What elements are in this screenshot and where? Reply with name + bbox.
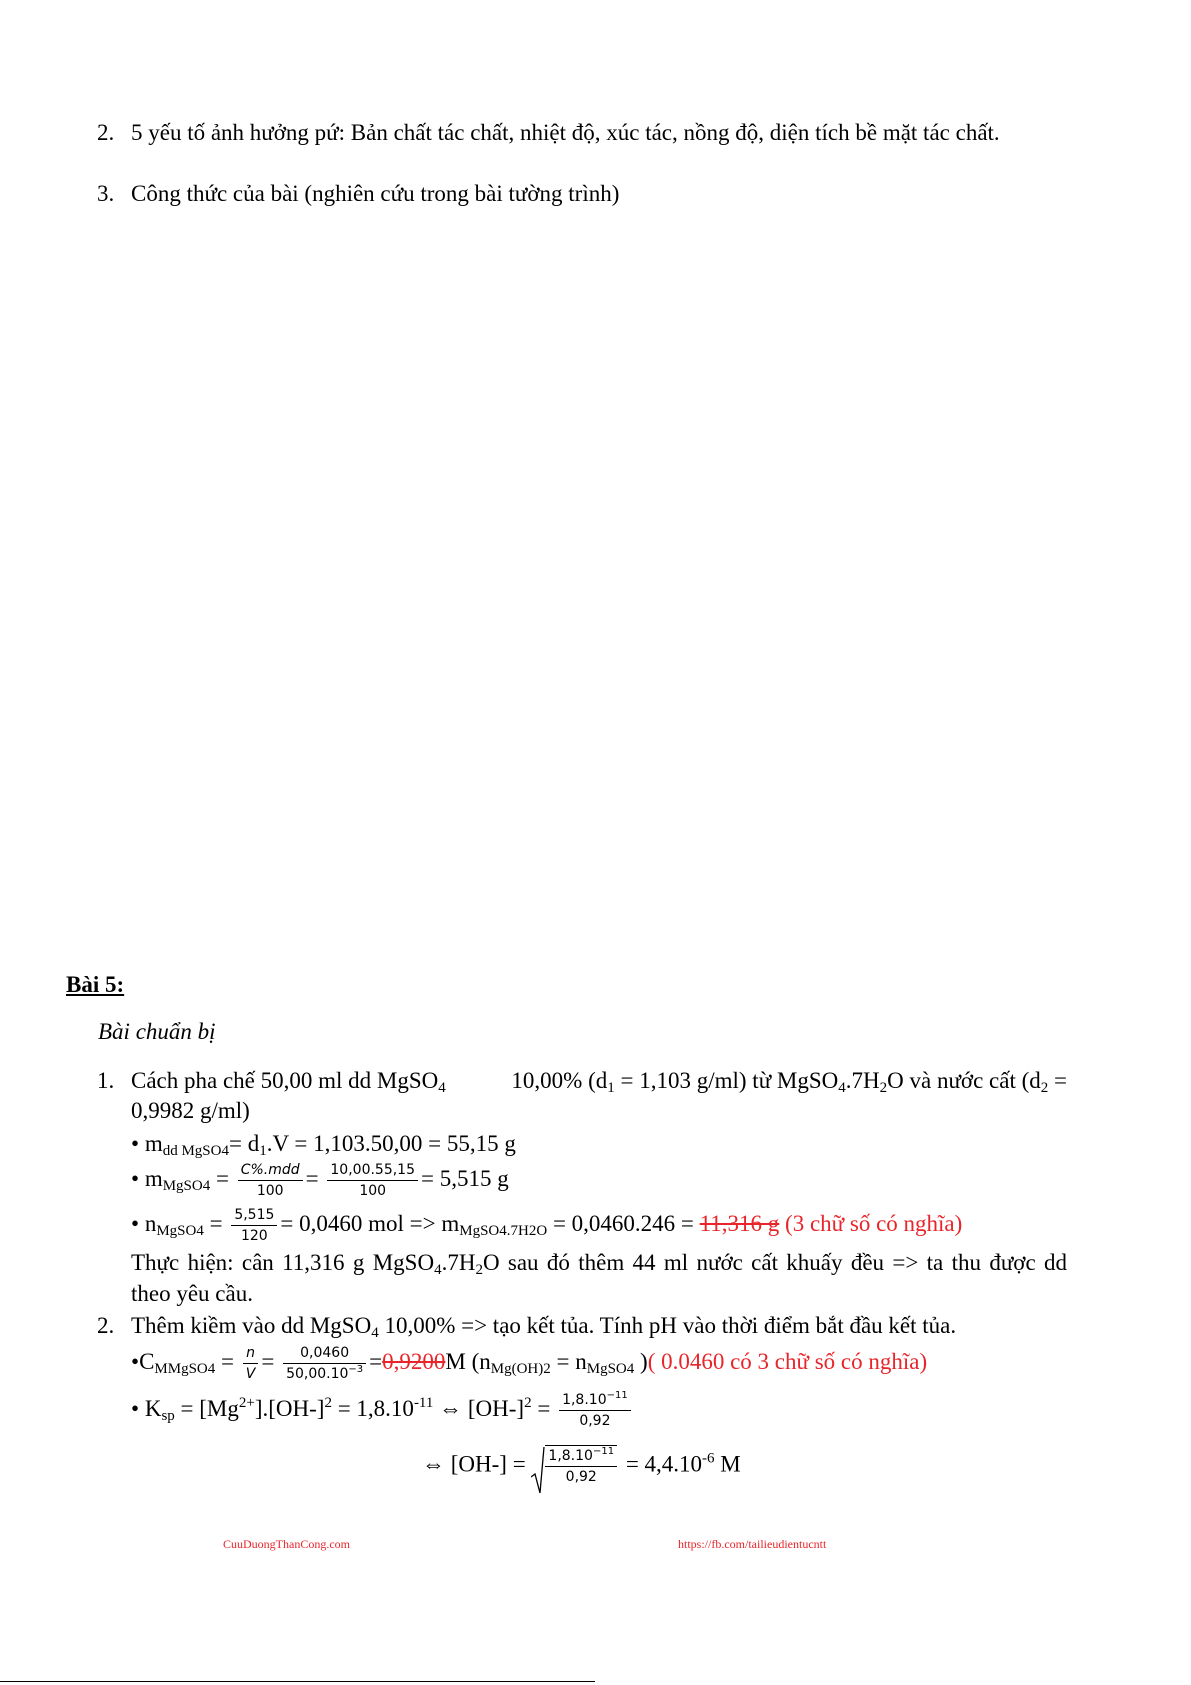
struck-value: 11,316 g [699, 1210, 780, 1236]
bullet: • [131, 1131, 140, 1156]
bullet: • [131, 1348, 140, 1374]
struck-value: 0,9200 [382, 1348, 446, 1374]
item-number: 2. [97, 1313, 115, 1338]
formula-concentration: $•C_{MMgSO4}$ = $\frac{n}{V}$ = $\frac{0,0460}{50,00.10^{-3}}$ =0,9200M ($n_{Mg(OH)2} = n_{MgSO4}$ )( 0.0460 có 3 chữ số có nghĩa) [131, 1345, 928, 1382]
bullet: • [131, 1210, 140, 1236]
section-heading: Bài 5: [66, 972, 125, 997]
formula-oh: ⇔ [OH-] = $\frac{1,8.10^{-11}}{0,92}$ = $4,4.10^{-6}$ M [422, 1445, 741, 1487]
fraction: $\frac{n}{V}$ [243, 1343, 259, 1384]
radical-icon [531, 1445, 545, 1495]
item-1-line-1 [131, 1066, 1067, 1096]
bullet: • [131, 1395, 140, 1421]
fraction: $\frac{1,8.10^{-11}}{0,92}$ [545, 1445, 617, 1487]
text-span: Cách pha chế 50,00 ml dd MgSO$_4$ [131, 1068, 446, 1096]
formula-m-mgso4: • $m_{MgSO4}$ = $\frac{\text{C\%.mdd}}{100}$ = $\frac{10,00.55,15}{100}$ = 5,515 g [131, 1162, 509, 1199]
fraction: $\frac{1,8.10^{-11}}{0,92}$ [559, 1390, 631, 1431]
square-root [531, 1445, 620, 1487]
formula-m-dd: • $m_{dd MgSO4}= d_1.V = 1,103.50,00 = 55,15$ g [131, 1131, 516, 1159]
text-span: 10,00% ($d_1 = 1,103$ g/ml) từ $MgSO_4.7H_2O$ và nước cất ($d_2$ = [511, 1068, 1067, 1096]
list-item-text: Công thức của bài (nghiên cứu trong bài tường trình) [131, 181, 620, 206]
execution-line-2: theo yêu cầu. [131, 1281, 253, 1306]
formula-ksp: • $K_{sp} = [Mg^{2+}].[OH-]^2 = 1,8.10^{-11}$ ⇔ $[OH-]^2$ = $\frac{1,8.10^{-11}}{0,92}$ [131, 1390, 634, 1431]
execution-line-1: Thực hiện: cân 11,316 g $MgSO_4.7H_2O$ sau đó thêm 44 ml nước cất khuấy đều => ta thu được dd [131, 1250, 1067, 1278]
section-subheading: Bài chuẩn bị [98, 1019, 216, 1044]
list-item [97, 118, 114, 148]
fraction: $\frac{\text{C\%.mdd}}{100}$ [238, 1160, 303, 1201]
fraction: $\frac{0,0460}{50,00.10^{-3}}$ [283, 1343, 366, 1384]
item-number: 3. [97, 181, 115, 206]
bullet: • [131, 1165, 140, 1191]
page-divider [0, 1681, 595, 1682]
correction-note: (3 chữ số có nghĩa) [779, 1210, 963, 1236]
item-number: 2. [97, 120, 115, 145]
list-item-text: 5 yếu tố ảnh hưởng pứ: Bản chất tác chất, nhiệt độ, xúc tác, nồng độ, diện tích bề mặt tác chất. [131, 120, 1000, 145]
fraction: $\frac{5,515}{120}$ [231, 1205, 277, 1246]
list-item [97, 179, 114, 209]
item-1-line-2: 0,9982 g/ml) [131, 1098, 250, 1123]
fraction: $\frac{10,00.55,15}{100}$ [327, 1160, 418, 1201]
formula-n-mgso4: • $n_{MgSO4}$ = $\frac{5,515}{120}$ = 0,0460 mol => $m_{MgSO4.7H2O} = 0,0460.246 = 11,316$ g (3 chữ số có nghĩa) [131, 1207, 963, 1244]
item-2-line-1: Thêm kiềm vào dd MgSO$_4$ 10,00% => tạo kết tủa. Tính pH vào thời điểm bắt đầu kết tủa. [131, 1313, 957, 1341]
footer-right-link[interactable]: https://fb.com/tailieudientucntt [678, 1537, 827, 1551]
correction-note: ( 0.0460 có 3 chữ số có nghĩa) [647, 1348, 928, 1374]
item-number: 1. [97, 1068, 115, 1093]
footer-left-link[interactable]: CuuDuongThanCong.com [223, 1537, 350, 1551]
